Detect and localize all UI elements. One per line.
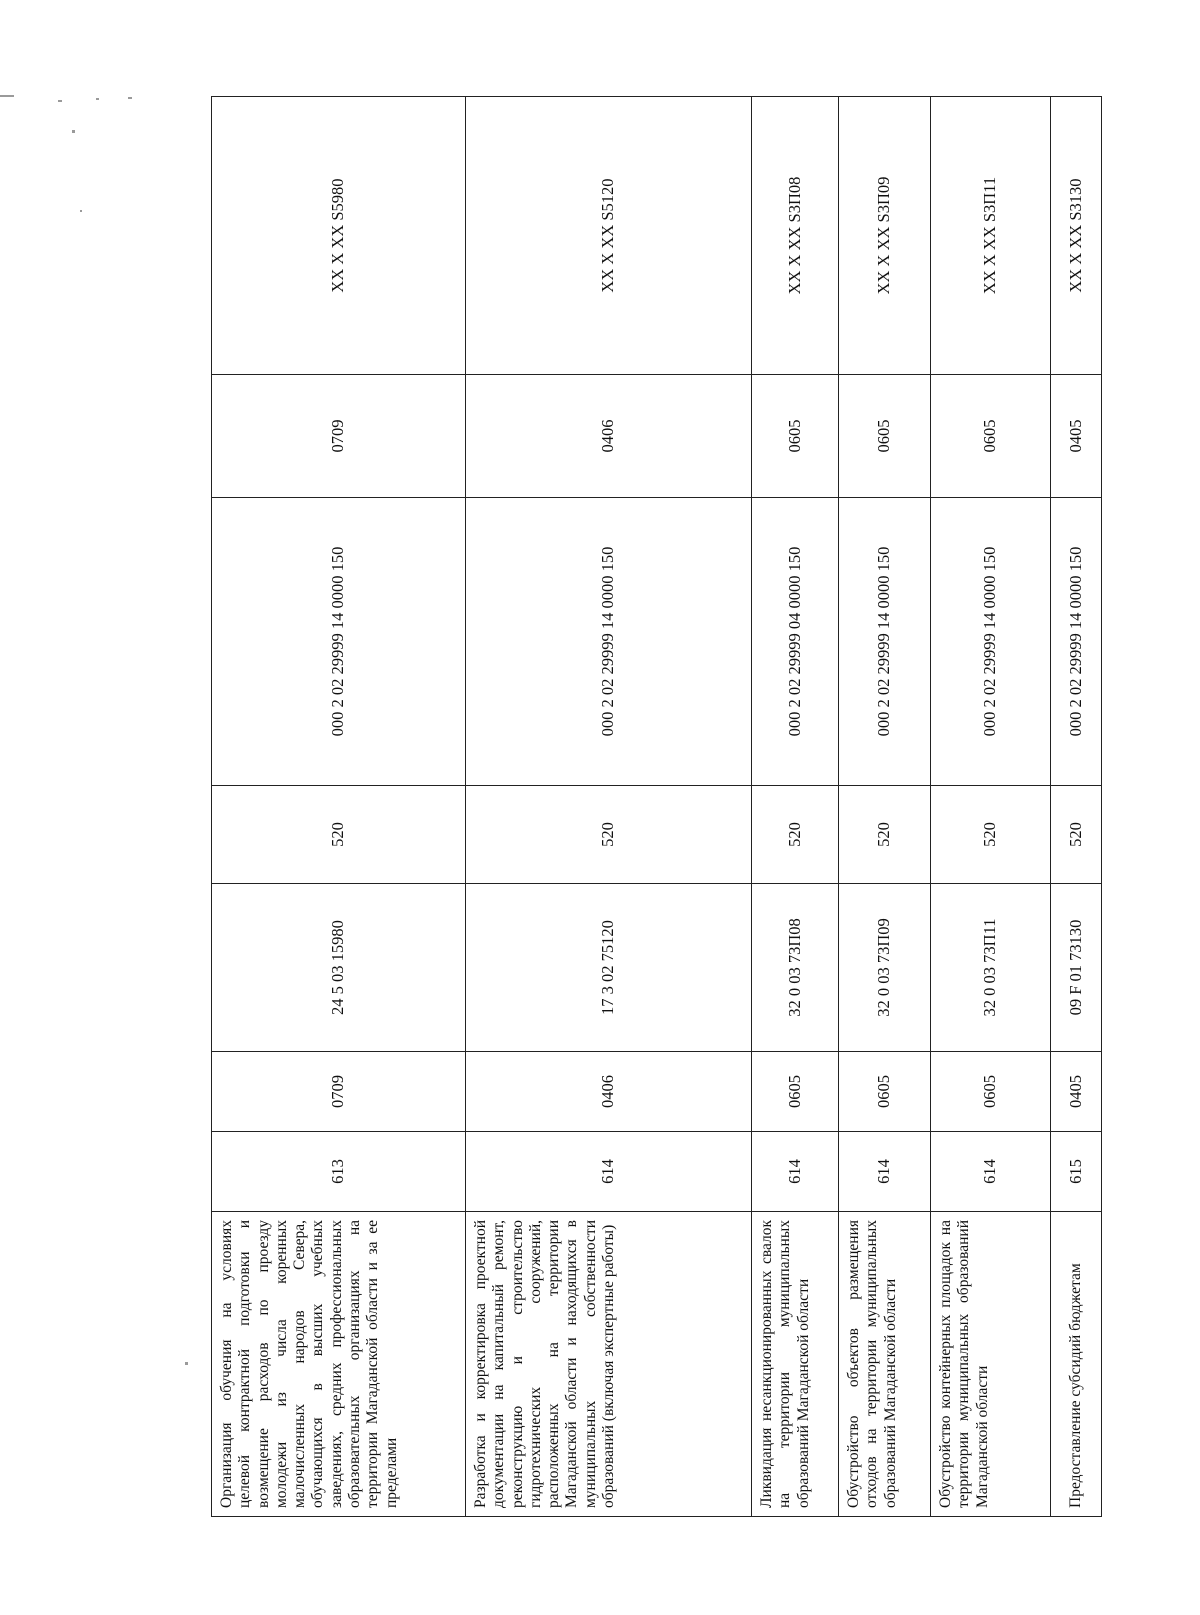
municipal-section-code: 0405: [1051, 375, 1102, 498]
expense-type-code: 520: [466, 786, 752, 884]
target-article-code: 32 0 03 73П08: [752, 884, 839, 1052]
section-subsection-code: 0605: [931, 1052, 1051, 1132]
row-description: Ликвидация несанкционированных свалок на территории муниципальных образований Магаданской области: [752, 1212, 839, 1517]
table-row: [931, 97, 1051, 1517]
municipal-section-code: 0709: [212, 375, 466, 498]
municipal-section-code: 0605: [839, 375, 931, 498]
row-description: Предоставление субсидий бюджетам: [1051, 1212, 1102, 1517]
section-subsection-code: 0605: [839, 1052, 931, 1132]
target-article-code: 09 F 01 73130: [1051, 884, 1102, 1052]
municipal-target-article-code: XX X XX S5980: [212, 97, 466, 375]
grbs-code: 614: [752, 1132, 839, 1212]
municipal-target-article-code: XX X XX S3П08: [752, 97, 839, 375]
row-description: Обустройство контейнерных площадок на территории муниципальных образований Магаданской области: [931, 1212, 1051, 1517]
scan-speck: [0, 95, 14, 97]
income-classification-code: 000 2 02 29999 14 0000 150: [839, 498, 931, 786]
table-row: [1051, 97, 1102, 1517]
scan-speck: [80, 210, 82, 212]
scan-speck: [96, 98, 99, 100]
scan-speck: [185, 1362, 188, 1365]
table-row: [752, 97, 839, 1517]
expense-type-code: 520: [752, 786, 839, 884]
row-description: Обустройство объектов размещения отходов на территории муниципальных образований Магаданской области: [839, 1212, 931, 1517]
expense-type-code: 520: [839, 786, 931, 884]
row-description: Организация обучения на условиях целевой контрактной подготовки и возмещение расходов по проезду молодежи из числа коренных малочисленных народов Севера, обучающихся в высших учебных заведениях, средних профессиональных образовательных организациях на территории Магаданской области и за ее пределами: [212, 1212, 466, 1517]
municipal-target-article-code: XX X XX S3П11: [931, 97, 1051, 375]
grbs-code: 614: [931, 1132, 1051, 1212]
budget-classification-table: [211, 96, 1102, 1517]
scan-speck: [128, 97, 132, 99]
municipal-section-code: 0406: [466, 375, 752, 498]
target-article-code: 24 5 03 15980: [212, 884, 466, 1052]
target-article-code: 32 0 03 73П09: [839, 884, 931, 1052]
section-subsection-code: 0605: [752, 1052, 839, 1132]
municipal-target-article-code: XX X XX S3130: [1051, 97, 1102, 375]
table-row: [839, 97, 931, 1517]
grbs-code: 615: [1051, 1132, 1102, 1212]
income-classification-code: 000 2 02 29999 04 0000 150: [752, 498, 839, 786]
scan-speck: [58, 100, 62, 102]
section-subsection-code: 0405: [1051, 1052, 1102, 1132]
expense-type-code: 520: [212, 786, 466, 884]
income-classification-code: 000 2 02 29999 14 0000 150: [1051, 498, 1102, 786]
target-article-code: 17 3 02 75120: [466, 884, 752, 1052]
section-subsection-code: 0709: [212, 1052, 466, 1132]
grbs-code: 613: [212, 1132, 466, 1212]
row-description: Разработка и корректировка проектной документации на капитальный ремонт, реконструкцию и строительство гидротехнических сооружений, расположенных на территории Магаданской области и находящихся в муниципальных собственности образований (включая экспертные работы): [466, 1212, 752, 1517]
table-row: [466, 97, 752, 1517]
grbs-code: 614: [466, 1132, 752, 1212]
municipal-section-code: 0605: [752, 375, 839, 498]
rotated-page: [211, 97, 1101, 1517]
municipal-section-code: 0605: [931, 375, 1051, 498]
expense-type-code: 520: [1051, 786, 1102, 884]
scan-speck: [72, 130, 75, 133]
income-classification-code: 000 2 02 29999 14 0000 150: [466, 498, 752, 786]
grbs-code: 614: [839, 1132, 931, 1212]
income-classification-code: 000 2 02 29999 14 0000 150: [212, 498, 466, 786]
table-row: [212, 97, 466, 1517]
section-subsection-code: 0406: [466, 1052, 752, 1132]
target-article-code: 32 0 03 73П11: [931, 884, 1051, 1052]
municipal-target-article-code: XX X XX S3П09: [839, 97, 931, 375]
municipal-target-article-code: XX X XX S5120: [466, 97, 752, 375]
income-classification-code: 000 2 02 29999 14 0000 150: [931, 498, 1051, 786]
expense-type-code: 520: [931, 786, 1051, 884]
